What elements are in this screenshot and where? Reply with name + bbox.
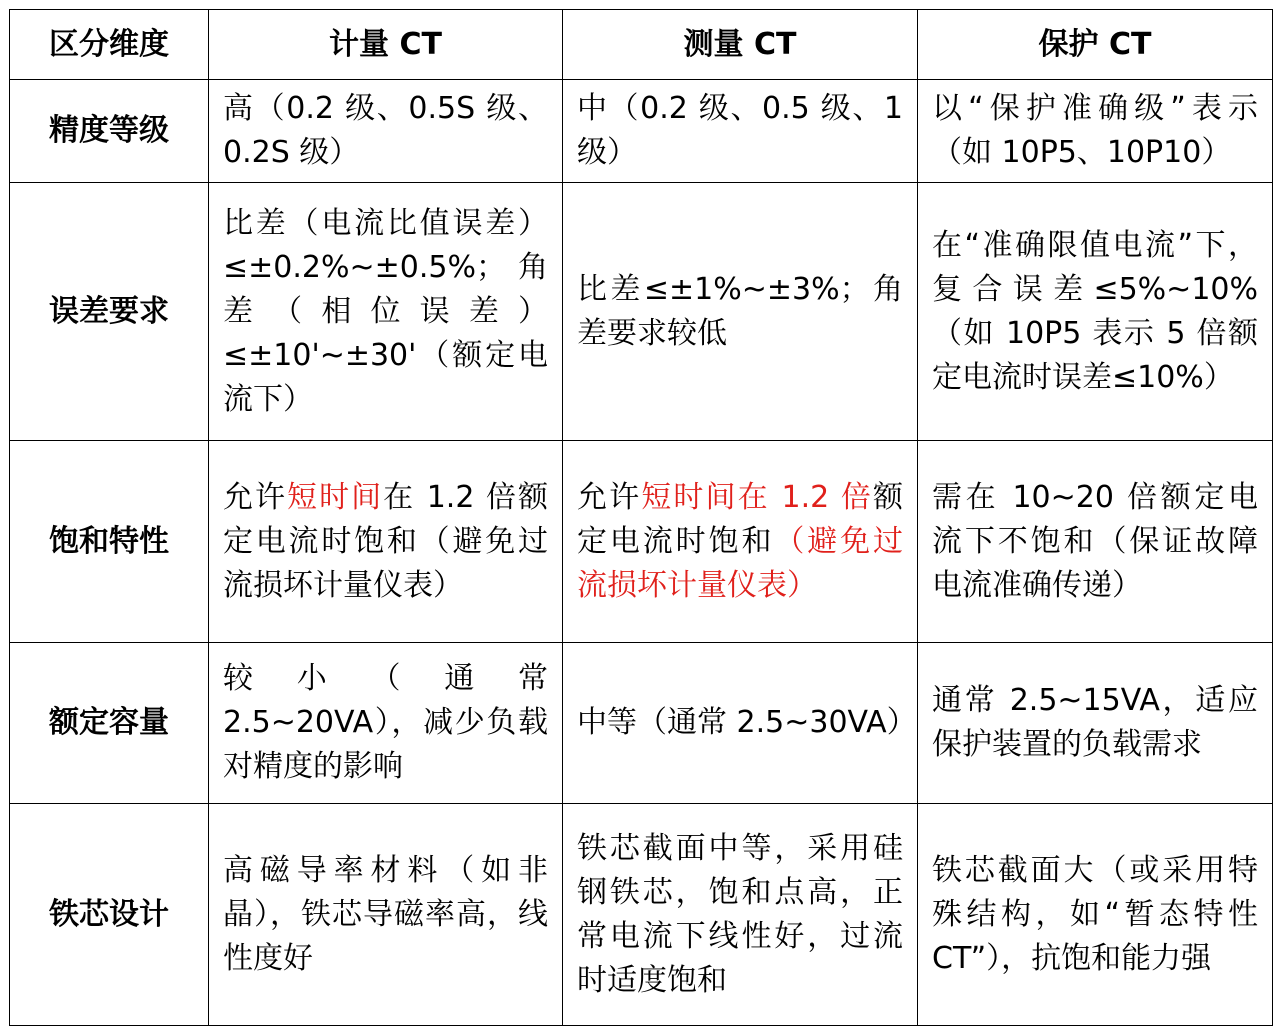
- cell-protection-saturation: 需在 10~20 倍额定电流下不饱和（保证故障电流准确传递）: [918, 441, 1273, 643]
- cell-metering-core: 高磁导率材料（如非晶），铁芯导磁率高，线性度好: [209, 804, 563, 1026]
- header-protection-ct: 保护 CT: [918, 10, 1273, 80]
- cell-protection-error: 在“准确限值电流”下，复合误差≤5%~10%（如 10P5 表示 5 倍额定电流时误差≤10%）: [918, 183, 1273, 441]
- cell-metering-accuracy: 高（0.2 级、0.5S 级、0.2S 级）: [209, 80, 563, 183]
- ct-comparison-table: [9, 9, 1273, 1026]
- table-row: [10, 183, 1273, 441]
- table-row: [10, 80, 1273, 183]
- table-row: [10, 441, 1273, 643]
- highlight-text: 短时间: [287, 479, 384, 515]
- table-row: [10, 643, 1273, 804]
- cell-measuring-capacity: 中等（通常 2.5~30VA）: [563, 643, 918, 804]
- text-segment: 允许: [577, 479, 642, 515]
- cell-protection-accuracy: 以“保护准确级”表示（如 10P5、10P10）: [918, 80, 1273, 183]
- table-row: [10, 804, 1273, 1026]
- highlight-text: 短时间在 1.2 倍: [641, 479, 873, 515]
- cell-protection-core: 铁芯截面大（或采用特殊结构，如“暂态特性 CT”），抗饱和能力强: [918, 804, 1273, 1026]
- header-dimension: 区分维度: [10, 10, 209, 80]
- text-segment: 允许: [223, 479, 288, 515]
- cell-metering-saturation: [209, 441, 563, 643]
- row-label-capacity: 额定容量: [10, 643, 209, 804]
- cell-metering-error: 比差（电流比值误差）≤±0.2%~±0.5%；角差（相位误差）≤±10'~±30'（额定电流下）: [209, 183, 563, 441]
- highlight-text: （避免过流损坏计量仪表）: [577, 523, 904, 603]
- row-label-core: 铁芯设计: [10, 804, 209, 1026]
- header-row: [10, 10, 1273, 80]
- row-label-error: 误差要求: [10, 183, 209, 441]
- text-segment: 额定电流时饱和: [577, 479, 903, 559]
- cell-measuring-accuracy: 中（0.2 级、0.5 级、1 级）: [563, 80, 918, 183]
- header-measuring-ct: 测量 CT: [563, 10, 918, 80]
- cell-measuring-error: 比差≤±1%~±3%；角差要求较低: [563, 183, 918, 441]
- comparison-table-wrapper: [9, 9, 1273, 1026]
- cell-metering-capacity: 较小（通常 2.5~20VA），减少负载对精度的影响: [209, 643, 563, 804]
- cell-protection-capacity: 通常 2.5~15VA，适应保护装置的负载需求: [918, 643, 1273, 804]
- cell-measuring-core: 铁芯截面中等，采用硅钢铁芯，饱和点高，正常电流下线性好，过流时适度饱和: [563, 804, 918, 1026]
- text-segment: 在 1.2 倍额定电流时饱和（避免过流损坏计量仪表）: [223, 479, 548, 603]
- row-label-accuracy: 精度等级: [10, 80, 209, 183]
- row-label-saturation: 饱和特性: [10, 441, 209, 643]
- header-metering-ct: 计量 CT: [209, 10, 563, 80]
- cell-measuring-saturation: [563, 441, 918, 643]
